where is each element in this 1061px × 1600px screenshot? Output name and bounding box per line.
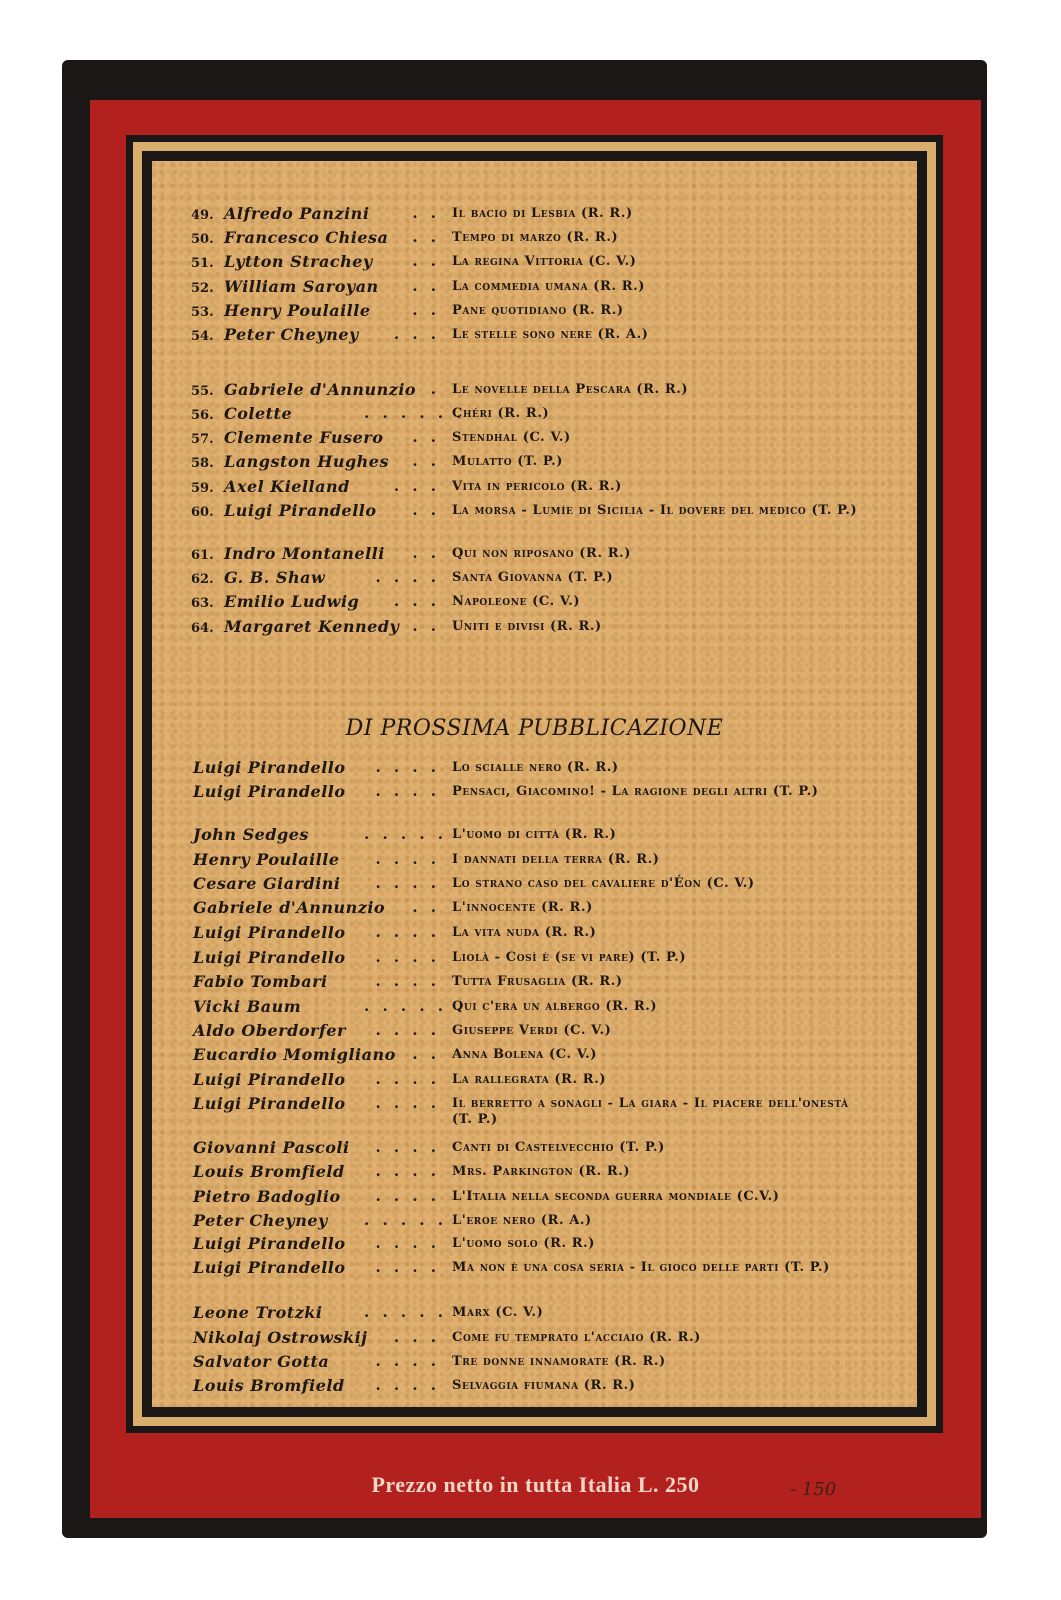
entry-leader-dots: . .: [412, 428, 440, 446]
entry-leader-dots: . . . .: [375, 1187, 440, 1205]
forthcoming-heading: DI PROSSIMA PUBBLICAZIONE: [345, 716, 724, 741]
entry-number: 61.: [191, 548, 214, 563]
entry-title: Qui c'era un albergo (R. R.): [452, 999, 658, 1014]
entry-title: Liolà - Così è (se vi pare) (T. P.): [452, 950, 687, 965]
entry-title: Stendhal (C. V.): [452, 430, 571, 445]
entry-author: Nikolaj Ostrowskij: [193, 1328, 368, 1347]
entry-title: Lo scialle nero (R. R.): [452, 760, 619, 775]
entry-title: L'Italia nella seconda guerra mondiale (C.V.): [452, 1189, 780, 1204]
entry-leader-dots: . .: [412, 252, 440, 270]
entry-leader-dots: . .: [412, 228, 440, 246]
entry-leader-dots: . . . . . .: [364, 997, 466, 1015]
forthcoming-entry: [152, 1376, 917, 1400]
entry-leader-dots: . . . . .: [364, 1211, 447, 1229]
catalog-entry: [152, 380, 917, 404]
gold-rule: [133, 142, 936, 1426]
outer-black-frame: [126, 135, 943, 1433]
entry-author: Peter Cheyney: [193, 1211, 328, 1230]
catalog-entry: [152, 325, 917, 349]
entry-title: Chéri (R. R.): [452, 406, 550, 421]
forthcoming-entry: [152, 1162, 917, 1186]
entry-author: Lytton Strachey: [224, 252, 373, 271]
entry-title: La commedia umana (R. R.): [452, 279, 645, 294]
entry-author: Luigi Pirandello: [193, 758, 346, 777]
entry-author: Francesco Chiesa: [224, 228, 389, 247]
entry-author: Salvator Gotta: [193, 1352, 330, 1371]
entry-author: Giovanni Pascoli: [193, 1138, 350, 1157]
catalog-entry: [152, 617, 917, 641]
entry-author: G. B. Shaw: [224, 568, 326, 587]
entry-leader-dots: . . .: [393, 325, 440, 343]
entry-author: Cesare Giardini: [193, 874, 341, 893]
entry-leader-dots: . . . .: [375, 1234, 440, 1252]
entry-leader-dots: . . . .: [375, 972, 440, 990]
entry-author: Langston Hughes: [224, 452, 389, 471]
entry-author: Aldo Oberdorfer: [193, 1021, 346, 1040]
entry-title: Come fu temprato l'acciaio (R. R.): [452, 1330, 701, 1345]
entry-author: Luigi Pirandello: [193, 782, 346, 801]
entry-title: Canti di Castelvecchio (T. P.): [452, 1140, 665, 1155]
entry-leader-dots: . . .: [393, 592, 440, 610]
entry-number: 59.: [191, 481, 214, 496]
entry-title: La vita nuda (R. R.): [452, 925, 597, 940]
forthcoming-entry: [152, 758, 917, 782]
entry-number: 51.: [191, 256, 214, 271]
entry-leader-dots: . . . .: [375, 782, 440, 800]
entry-title: Selvaggia fiumana (R. R.): [452, 1378, 636, 1393]
forthcoming-entry: [152, 1258, 917, 1282]
entry-title: Ma non è una cosa seria - Il gioco delle parti (T. P.): [452, 1260, 830, 1275]
forthcoming-entry: [152, 825, 917, 849]
entry-leader-dots: . .: [412, 617, 440, 635]
catalog-entry: [152, 204, 917, 228]
forthcoming-entry: [152, 997, 917, 1021]
entry-title: Lo strano caso del cavaliere d'Éon (C. V.): [452, 876, 755, 891]
entry-author: Fabio Tombari: [193, 972, 328, 991]
catalog-entry: [152, 592, 917, 616]
catalog-panel: [152, 161, 917, 1407]
forthcoming-entry: [152, 1187, 917, 1211]
entry-title: Tutta Frusaglia (R. R.): [452, 974, 623, 989]
catalog-entry: [152, 501, 917, 525]
entry-leader-dots: . . . .: [375, 1070, 440, 1088]
entry-author: Peter Cheyney: [224, 325, 359, 344]
handwritten-note: - 150: [790, 1479, 837, 1500]
entry-leader-dots: . . . .: [375, 1352, 440, 1370]
forthcoming-entry: [152, 850, 917, 874]
entry-title: Anna Bolena (C. V.): [452, 1047, 598, 1062]
forthcoming-entry: [152, 923, 917, 947]
entry-leader-dots: . . . .: [375, 923, 440, 941]
entry-author: Gabriele d'Annunzio: [193, 898, 386, 917]
entry-title: Napoleone (C. V.): [452, 594, 581, 609]
entry-author: Emilio Ludwig: [224, 592, 360, 611]
entry-number: 60.: [191, 505, 214, 520]
entry-title: Tre donne innamorate (R. R.): [452, 1354, 666, 1369]
entry-leader-dots: . .: [412, 204, 440, 222]
entry-author: Axel Kielland: [224, 477, 350, 496]
entry-author: Indro Montanelli: [224, 544, 385, 563]
entry-number: 57.: [191, 432, 214, 447]
entry-author: Louis Bromfield: [193, 1162, 345, 1181]
forthcoming-entry: [152, 1211, 917, 1235]
entry-title: Pane quotidiano (R. R.): [452, 303, 624, 318]
entry-leader-dots: . . . .: [375, 1162, 440, 1180]
entry-title: Qui non riposano (R. R.): [452, 546, 631, 561]
entry-leader-dots: . . . .: [375, 568, 440, 586]
catalog-entry: [152, 428, 917, 452]
entry-leader-dots: . . .: [393, 477, 440, 495]
entry-leader-dots: . . . .: [375, 1021, 440, 1039]
catalog-entry: [152, 544, 917, 568]
entry-author: Pietro Badoglio: [193, 1187, 341, 1206]
entry-leader-dots: . . . . .: [364, 825, 447, 843]
entry-author: Alfredo Panzini: [224, 204, 370, 223]
forthcoming-entry: [152, 898, 917, 922]
entry-title: Il bacio di Lesbia (R. R.): [452, 206, 633, 221]
entry-author: Luigi Pirandello: [193, 1234, 346, 1253]
catalog-entry: [152, 477, 917, 501]
entry-title: Uniti e divisi (R. R.): [452, 619, 602, 634]
entry-leader-dots: . .: [412, 544, 440, 562]
entry-author: Louis Bromfield: [193, 1376, 345, 1395]
catalog-entry: [152, 301, 917, 325]
catalog-entry: [152, 228, 917, 252]
forthcoming-entry: [152, 972, 917, 996]
entry-author: Henry Poulaille: [193, 850, 340, 869]
entry-number: 58.: [191, 456, 214, 471]
price-label: Prezzo netto in tutta Italia L. 250: [371, 1472, 700, 1497]
entry-title: Marx (C. V.): [452, 1305, 544, 1320]
catalog-entry: [152, 252, 917, 276]
entry-title: Il berretto a sonagli - La giara - Il piacere dell'onestà (T. P.): [452, 1096, 849, 1127]
forthcoming-entry: [152, 1234, 917, 1258]
entry-title: Le stelle sono nere (R. A.): [452, 327, 649, 342]
entry-author: John Sedges: [193, 825, 309, 844]
entry-author: Luigi Pirandello: [193, 1070, 346, 1089]
catalog-entry: [152, 452, 917, 476]
entry-author: Gabriele d'Annunzio: [224, 380, 417, 399]
entry-number: 56.: [191, 408, 214, 423]
entry-leader-dots: . .: [412, 277, 440, 295]
catalog-entry: [152, 404, 917, 428]
entry-leader-dots: . .: [412, 898, 440, 916]
entry-title: L'uomo di città (R. R.): [452, 827, 617, 842]
entry-number: 63.: [191, 596, 214, 611]
entry-number: 49.: [191, 208, 214, 223]
catalog-entry: [152, 568, 917, 592]
entry-leader-dots: . . .: [393, 1328, 440, 1346]
entry-author: Vicki Baum: [193, 997, 302, 1016]
entry-leader-dots: . . . .: [375, 1138, 440, 1156]
forthcoming-entry: [152, 1021, 917, 1045]
entry-title: Tempo di marzo (R. R.): [452, 230, 619, 245]
forthcoming-entry: [152, 1045, 917, 1069]
entry-leader-dots: . .: [412, 1045, 440, 1063]
entry-leader-dots: . . . .: [375, 758, 440, 776]
entry-author: William Saroyan: [224, 277, 379, 296]
entry-title: La rallegrata (R. R.): [452, 1072, 607, 1087]
entry-leader-dots: . . . .: [375, 948, 440, 966]
entry-number: 54.: [191, 329, 214, 344]
entry-number: 64.: [191, 621, 214, 636]
entry-author: Margaret Kennedy: [224, 617, 400, 636]
entry-title: La regina Vittoria (C. V.): [452, 254, 637, 269]
entry-title: Santa Giovanna (T. P.): [452, 570, 614, 585]
forthcoming-entry: [152, 1094, 917, 1127]
entry-title: L'eroe nero (R. A.): [452, 1213, 592, 1228]
forthcoming-entry: [152, 874, 917, 898]
entry-title: Mrs. Parkington (R. R.): [452, 1164, 631, 1179]
entry-title: Pensaci, Giacomino! - La ragione degli altri (T. P.): [452, 784, 819, 799]
entry-leader-dots: . . . . . .: [364, 404, 466, 422]
entry-author: Eucardio Momigliano: [193, 1045, 396, 1064]
entry-leader-dots: . . . .: [375, 1094, 440, 1112]
entry-title: Mulatto (T. P.): [452, 454, 563, 469]
entry-title: Vita in pericolo (R. R.): [452, 479, 622, 494]
entry-author: Colette: [224, 404, 293, 423]
entry-title: I dannati della terra (R. R.): [452, 852, 660, 867]
entry-title: La morsa - Lumíe di Sicilia - Il dovere del medico (T. P.): [452, 503, 858, 518]
entry-author: Luigi Pirandello: [224, 501, 377, 520]
catalog-entry: [152, 277, 917, 301]
entry-number: 52.: [191, 281, 214, 296]
forthcoming-entry: [152, 1070, 917, 1094]
forthcoming-entry: [152, 948, 917, 972]
entry-number: 55.: [191, 384, 214, 399]
entry-title: L'uomo solo (R. R.): [452, 1236, 596, 1251]
entry-leader-dots: . .: [412, 301, 440, 319]
forthcoming-entry: [152, 1352, 917, 1376]
entry-leader-dots: . .: [412, 501, 440, 519]
entry-number: 50.: [191, 232, 214, 247]
entry-leader-dots: . . . .: [375, 1258, 440, 1276]
forthcoming-entry: [152, 1328, 917, 1352]
entry-author: Leone Trotzki: [193, 1303, 323, 1322]
entry-author: Luigi Pirandello: [193, 923, 346, 942]
entry-number: 62.: [191, 572, 214, 587]
entry-leader-dots: . . . .: [375, 850, 440, 868]
entry-author: Luigi Pirandello: [193, 948, 346, 967]
entry-author: Luigi Pirandello: [193, 1258, 346, 1277]
forthcoming-entry: [152, 1303, 917, 1327]
entry-leader-dots: . . . .: [375, 1376, 440, 1394]
entry-author: Henry Poulaille: [224, 301, 371, 320]
entry-leader-dots: . .: [412, 452, 440, 470]
entry-title: Le novelle della Pescara (R. R.): [452, 382, 689, 397]
forthcoming-entry: [152, 782, 917, 806]
entry-number: 53.: [191, 305, 214, 320]
entry-author: Clemente Fusero: [224, 428, 384, 447]
entry-title: Giuseppe Verdi (C. V.): [452, 1023, 612, 1038]
entry-leader-dots: . . . .: [375, 874, 440, 892]
forthcoming-entry: [152, 1138, 917, 1162]
entry-title: L'innocente (R. R.): [452, 900, 593, 915]
book-back-cover: [62, 60, 987, 1538]
entry-leader-dots: .: [430, 380, 440, 398]
entry-leader-dots: . . . . .: [364, 1303, 447, 1321]
red-border: [90, 100, 981, 1518]
entry-author: Luigi Pirandello: [193, 1094, 346, 1113]
inner-black-frame: [142, 151, 927, 1417]
